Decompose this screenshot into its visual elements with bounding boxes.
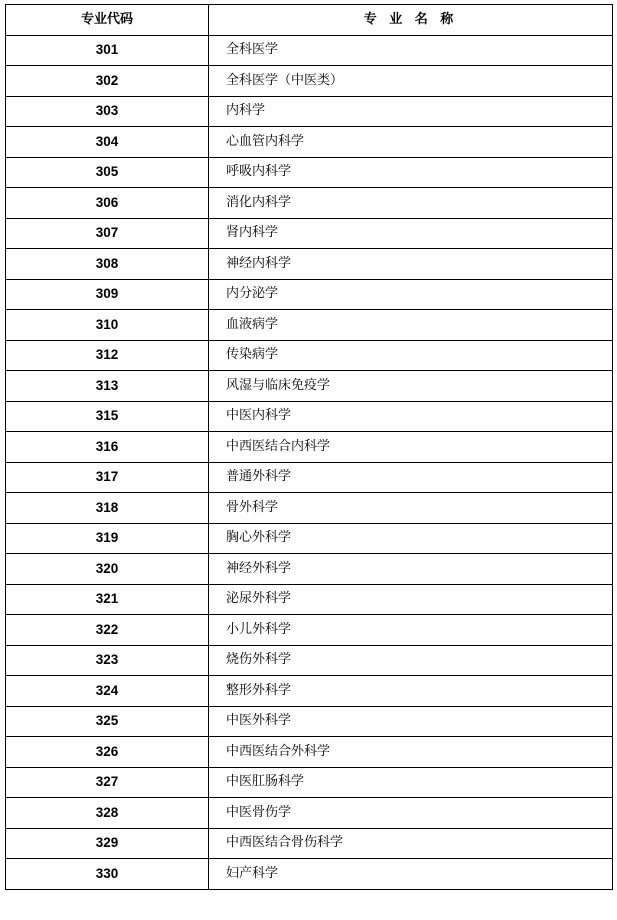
specialty-code-cell: 322 bbox=[6, 615, 209, 646]
table-row bbox=[6, 493, 613, 524]
table-row bbox=[6, 279, 613, 310]
specialty-name-cell: 内分泌学 bbox=[209, 279, 613, 310]
table-row bbox=[6, 676, 613, 707]
specialty-name-cell: 中医肛肠科学 bbox=[209, 767, 613, 798]
header-code: 专业代码 bbox=[6, 5, 209, 36]
specialty-code-cell: 326 bbox=[6, 737, 209, 768]
specialty-code-cell: 330 bbox=[6, 859, 209, 890]
table-row bbox=[6, 767, 613, 798]
specialty-name-cell: 呼吸内科学 bbox=[209, 157, 613, 188]
specialty-code-cell: 328 bbox=[6, 798, 209, 829]
specialty-name-cell: 泌尿外科学 bbox=[209, 584, 613, 615]
specialty-code-cell: 306 bbox=[6, 188, 209, 219]
table-row bbox=[6, 523, 613, 554]
specialty-code-cell: 317 bbox=[6, 462, 209, 493]
specialty-name-cell: 小儿外科学 bbox=[209, 615, 613, 646]
specialty-name-cell: 肾内科学 bbox=[209, 218, 613, 249]
specialty-name-cell: 普通外科学 bbox=[209, 462, 613, 493]
specialty-code-cell: 320 bbox=[6, 554, 209, 585]
specialty-name-cell: 神经内科学 bbox=[209, 249, 613, 280]
table-row bbox=[6, 127, 613, 158]
table-row bbox=[6, 249, 613, 280]
specialty-name-cell: 神经外科学 bbox=[209, 554, 613, 585]
table-row bbox=[6, 157, 613, 188]
table-row bbox=[6, 737, 613, 768]
specialty-name-cell: 中医骨伤学 bbox=[209, 798, 613, 829]
specialty-name-cell: 妇产科学 bbox=[209, 859, 613, 890]
specialty-code-cell: 321 bbox=[6, 584, 209, 615]
specialty-name-cell: 中医外科学 bbox=[209, 706, 613, 737]
table-row bbox=[6, 188, 613, 219]
specialty-code-cell: 312 bbox=[6, 340, 209, 371]
specialty-code-cell: 316 bbox=[6, 432, 209, 463]
table-row bbox=[6, 615, 613, 646]
specialty-code-cell: 304 bbox=[6, 127, 209, 158]
specialty-code-cell: 315 bbox=[6, 401, 209, 432]
specialty-name-cell: 骨外科学 bbox=[209, 493, 613, 524]
specialty-name-cell: 中西医结合内科学 bbox=[209, 432, 613, 463]
table-row bbox=[6, 798, 613, 829]
specialty-code-cell: 302 bbox=[6, 66, 209, 97]
specialty-name-cell: 血液病学 bbox=[209, 310, 613, 341]
specialty-code-cell: 303 bbox=[6, 96, 209, 127]
table-row bbox=[6, 35, 613, 66]
specialty-code-cell: 305 bbox=[6, 157, 209, 188]
table-row bbox=[6, 462, 613, 493]
table-row bbox=[6, 828, 613, 859]
table-row bbox=[6, 859, 613, 890]
table-row bbox=[6, 432, 613, 463]
specialty-code-cell: 319 bbox=[6, 523, 209, 554]
table-body bbox=[6, 35, 613, 889]
table-row bbox=[6, 66, 613, 97]
specialty-name-cell: 中医内科学 bbox=[209, 401, 613, 432]
specialty-code-cell: 309 bbox=[6, 279, 209, 310]
table-row bbox=[6, 96, 613, 127]
specialty-name-cell: 传染病学 bbox=[209, 340, 613, 371]
specialty-name-cell: 整形外科学 bbox=[209, 676, 613, 707]
table-row bbox=[6, 584, 613, 615]
specialty-name-cell: 风湿与临床免疫学 bbox=[209, 371, 613, 402]
specialty-code-cell: 329 bbox=[6, 828, 209, 859]
table-row bbox=[6, 218, 613, 249]
specialty-table bbox=[5, 4, 613, 890]
header-name: 专 业 名 称 bbox=[209, 5, 613, 36]
specialty-name-cell: 全科医学 bbox=[209, 35, 613, 66]
header-row bbox=[6, 5, 613, 36]
specialty-name-cell: 胸心外科学 bbox=[209, 523, 613, 554]
table-row bbox=[6, 554, 613, 585]
table-row bbox=[6, 401, 613, 432]
specialty-code-cell: 301 bbox=[6, 35, 209, 66]
specialty-name-cell: 中西医结合骨伤科学 bbox=[209, 828, 613, 859]
specialty-code-cell: 327 bbox=[6, 767, 209, 798]
table-row bbox=[6, 340, 613, 371]
specialty-table-container bbox=[5, 4, 612, 890]
specialty-name-cell: 内科学 bbox=[209, 96, 613, 127]
table-header bbox=[6, 5, 613, 36]
table-row bbox=[6, 310, 613, 341]
table-row bbox=[6, 706, 613, 737]
specialty-name-cell: 消化内科学 bbox=[209, 188, 613, 219]
specialty-code-cell: 324 bbox=[6, 676, 209, 707]
specialty-code-cell: 308 bbox=[6, 249, 209, 280]
specialty-code-cell: 323 bbox=[6, 645, 209, 676]
specialty-name-cell: 心血管内科学 bbox=[209, 127, 613, 158]
specialty-name-cell: 中西医结合外科学 bbox=[209, 737, 613, 768]
specialty-code-cell: 307 bbox=[6, 218, 209, 249]
specialty-name-cell: 烧伤外科学 bbox=[209, 645, 613, 676]
specialty-code-cell: 325 bbox=[6, 706, 209, 737]
specialty-code-cell: 313 bbox=[6, 371, 209, 402]
specialty-code-cell: 318 bbox=[6, 493, 209, 524]
table-row bbox=[6, 371, 613, 402]
specialty-name-cell: 全科医学（中医类） bbox=[209, 66, 613, 97]
table-row bbox=[6, 645, 613, 676]
specialty-code-cell: 310 bbox=[6, 310, 209, 341]
